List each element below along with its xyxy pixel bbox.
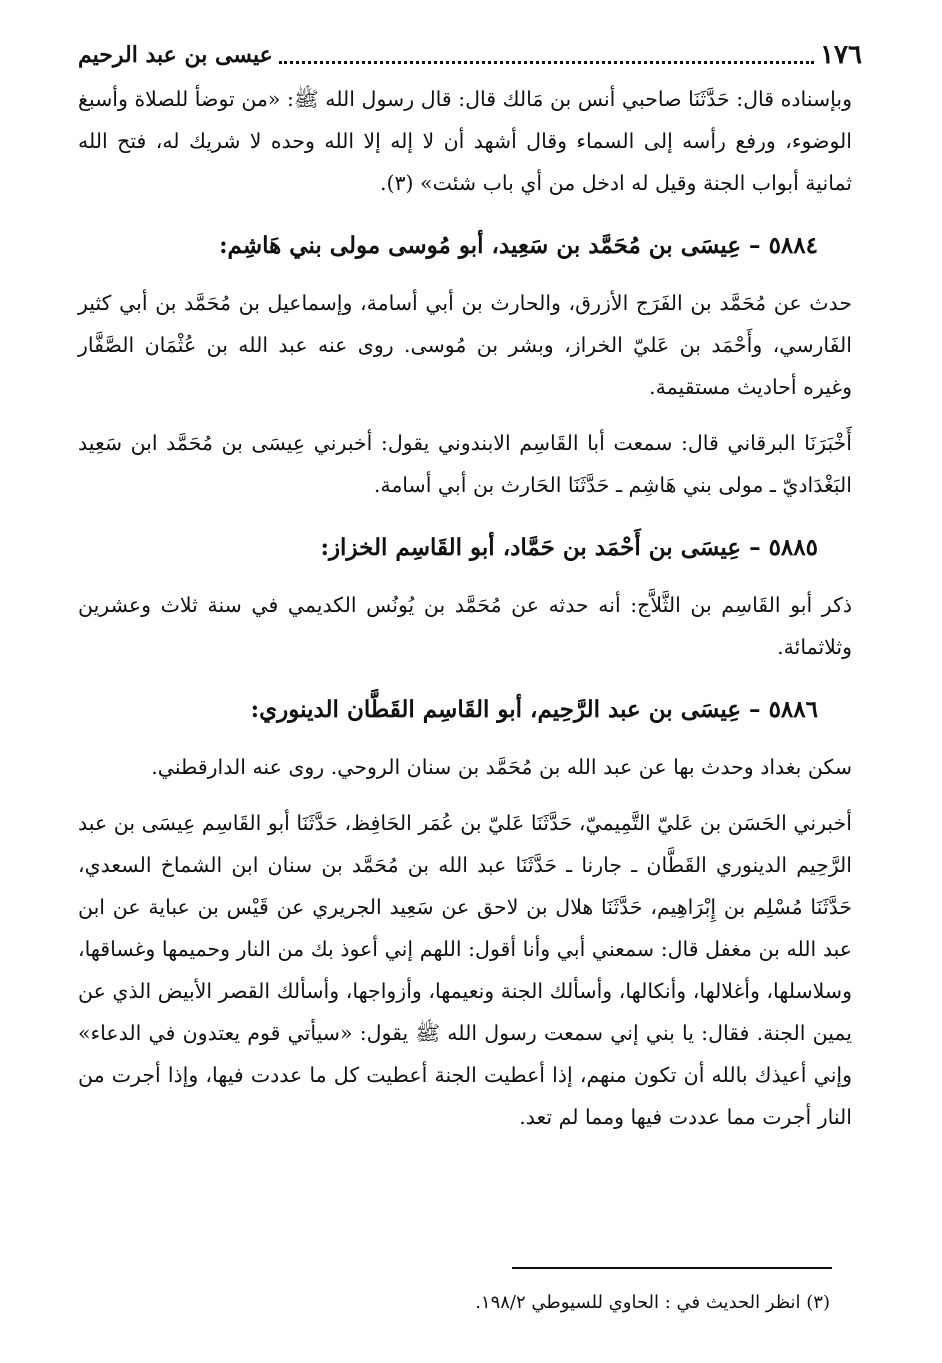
page-number: ١٧٦	[820, 40, 862, 70]
entry-heading-5885: ٥٨٨٥ – عِيسَى بن أَحْمَد بن حَمَّاد، أبو القَاسِم الخزاز:	[320, 534, 818, 561]
paragraph-5886-hadith: أخبرني الحَسَن بن عَليّ التَّمِيميّ، حَدَّثَنَا عَليّ بن عُمَر الحَافِظ، حَدَّثَنَا أبو القَاسِم عِيسَى بن عبد الرَّحِيم الدينوري القَطَّان ـ جارنا ـ حَدَّثَنَا عبد الله بن مُحَمَّد بن سنان ابن الشماخ السعدي، حَدَّثَنَا مُسْلِم بن إِبْرَاهِيم، حَدَّثَنَا هلال بن لاحق عن سَعِيد الجريري عن قَيْس بن عباية عن ابن عبد الله بن مغفل قال: سمعني أبي وأنا أقول: اللهم إني أعوذ بك من النار وحميمها وغساقها، وسلاسلها، وأغلالها، وأنكالها، وأسألك الجنة ونعيمها، وأزواجها، وأسألك القصر الأبيض الذي عن يمين الجنة. فقال: يا بني إني سمعت رسول الله ﷺ يقول: «سيأتي قوم يعتدون في الدعاء» وإني أعيذك بالله أن تكون منهم، إذا أعطيت الجنة أعطيت كل ما عددت فيها، وإذا أجرت من النار أجرت مما عددت فيها ومما لم تعد.	[78, 811, 852, 1129]
footnote: (٣) انظر الحديث في : الحاوي للسيوطي ١٩٨/٢.	[475, 1292, 830, 1313]
running-title: عيسى بن عبد الرحيم	[78, 42, 273, 68]
paragraph-continuation: وبإسناده قال: حَدَّثَنَا صاحبي أنس بن مَالك قال: قال رسول الله ﷺ: «من توضأ للصلاة وأسبغ الوضوء، ورفع رأسه إلى السماء وقال أشهد أن لا إله إلا الله وحده لا شريك له، فتح الله ثمانية أبواب الجنة وقيل له ادخل من أي باب شئت» (٣).	[78, 87, 852, 195]
paragraph-5886-bio: سكن بغداد وحدث بها عن عبد الله بن مُحَمَّد بن سنان الروحي. روى عنه الدارقطني.	[151, 755, 852, 779]
paragraph-5884-bio: حدث عن مُحَمَّد بن الفَرَج الأزرق، والحارث بن أبي أسامة، وإسماعيل بن مُحَمَّد بن أبي كثير الفَارسي، وأَحْمَد بن عَليّ الخراز، وبشر بن مُوسى. روى عنه عبد الله بن عُثْمَان الصَّفَّار وغيره أحاديث مستقيمة.	[78, 291, 852, 399]
page-body	[78, 78, 852, 1138]
entry-heading-5884: ٥٨٨٤ – عِيسَى بن مُحَمَّد بن سَعِيد، أبو مُوسى مولى بني هَاشِم:	[219, 232, 818, 259]
entry-heading-5886: ٥٨٨٦ – عِيسَى بن عبد الرَّحِيم، أبو القَاسِم القَطَّان الدينوري:	[250, 696, 818, 723]
paragraph-5885-bio: ذكر أبو القَاسِم بن الثَّلاَّج: أنه حدثه عن مُحَمَّد بن يُونُس الكديمي في سنة ثلاث وعشرين وثلاثمائة.	[78, 593, 852, 659]
running-header	[78, 38, 862, 72]
header-dotted-leader	[279, 47, 814, 64]
footnote-separator	[512, 1267, 832, 1269]
paragraph-5884-isnad: أَخْبَرَنَا البرقاني قال: سمعت أبا القَاسِم الابندوني يقول: أخبرني عِيسَى بن مُحَمَّد ابن سَعِيد البَغْدَاديّ ـ مولى بني هَاشِم ـ حَدَّثَنَا الحَارث بن أبي أسامة.	[78, 431, 852, 497]
